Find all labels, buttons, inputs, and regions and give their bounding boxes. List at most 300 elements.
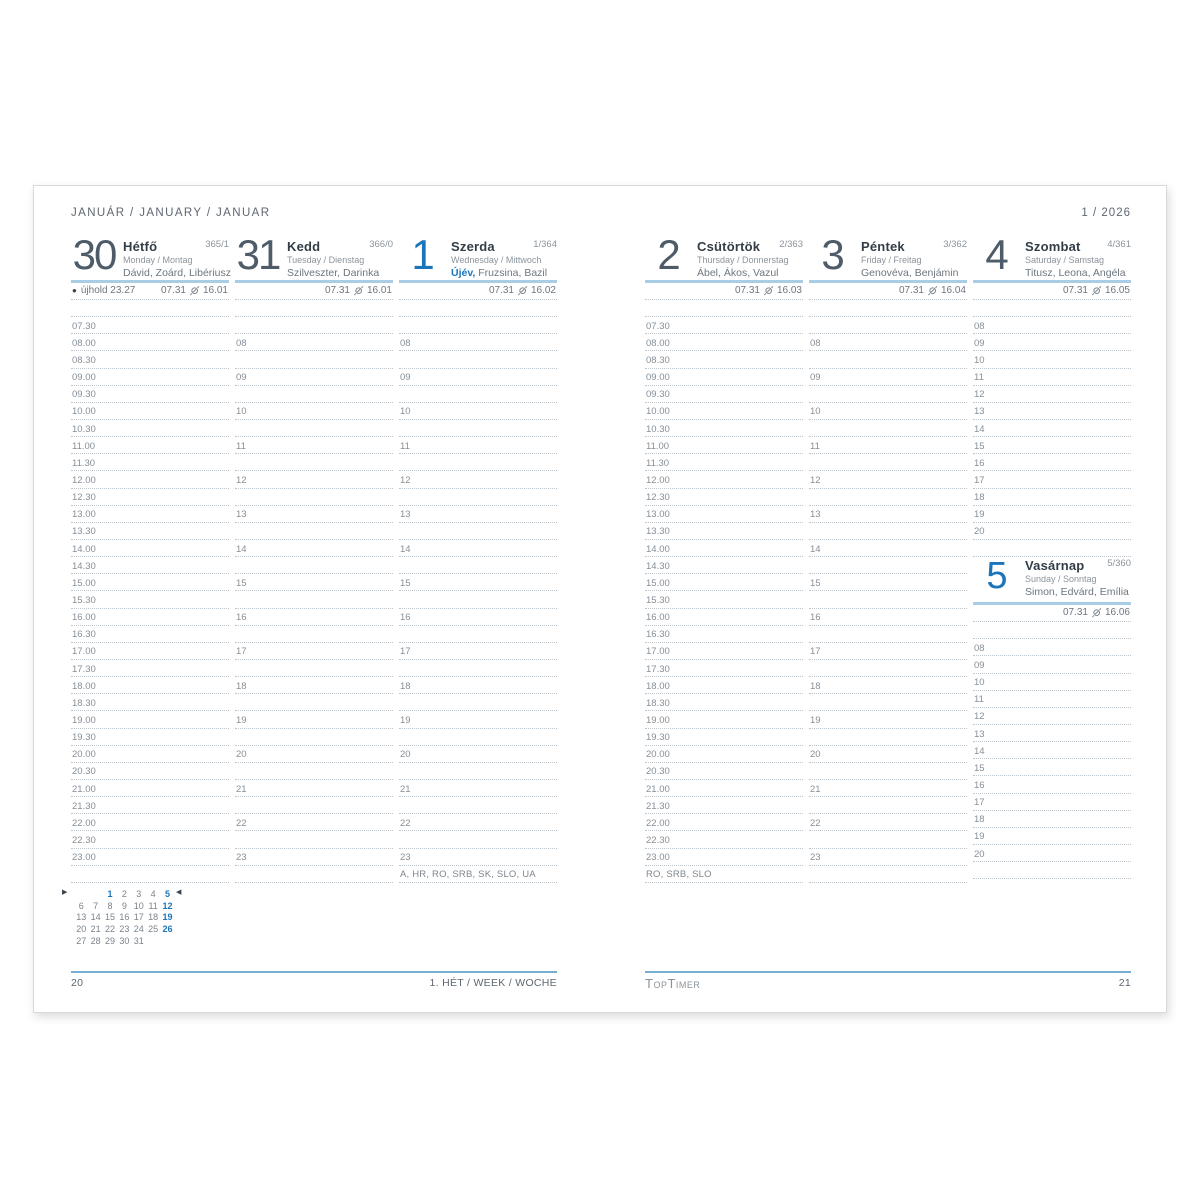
time-row [71, 420, 229, 437]
time-label: 14.00 [646, 543, 670, 555]
time-row [809, 386, 967, 403]
time-row [809, 694, 967, 711]
time-label: 12.30 [72, 492, 96, 504]
time-row [235, 660, 393, 677]
time-label: 08 [974, 320, 985, 332]
day-number: 5 [986, 555, 1006, 598]
time-label: 09 [974, 660, 985, 672]
time-label: 13 [236, 509, 247, 521]
day-subtitle: Wednesday / Mittwoch [451, 255, 542, 265]
time-row [399, 814, 557, 831]
time-label: 09 [810, 372, 821, 384]
time-row [235, 729, 393, 746]
time-row [973, 759, 1131, 776]
time-row [809, 660, 967, 677]
time-label: 18 [810, 680, 821, 692]
mini-calendar-day: 22 [104, 924, 115, 935]
time-label: 11 [974, 694, 984, 706]
new-moon-icon: ● [72, 285, 77, 295]
time-row [399, 711, 557, 728]
time-row [973, 386, 1131, 403]
holiday-note: RO, SRB, SLO [646, 869, 712, 881]
time-label: 19 [400, 715, 411, 727]
time-row [809, 334, 967, 351]
time-row [399, 831, 557, 848]
time-row [235, 831, 393, 848]
time-row [71, 351, 229, 368]
sunset-time: 16.01 [366, 285, 392, 296]
time-row [71, 523, 229, 540]
sunset-icon [927, 285, 938, 296]
time-row [973, 776, 1131, 793]
day-column-péntek [809, 231, 967, 883]
mini-calendar-day: 19 [162, 912, 173, 923]
time-label: 19.00 [646, 715, 670, 727]
time-row [71, 317, 229, 334]
time-label: 11 [400, 440, 410, 452]
time-row [973, 708, 1131, 725]
time-label: 10 [974, 677, 985, 689]
sun-times-row [973, 605, 1131, 622]
time-row [71, 506, 229, 523]
time-label: 19 [236, 715, 247, 727]
sunset-time: 16.05 [1104, 285, 1130, 296]
mini-calendar-day: 7 [93, 900, 99, 911]
time-row [809, 489, 967, 506]
time-label: 10.30 [646, 423, 670, 435]
time-row [973, 489, 1131, 506]
sunset-time: 16.01 [202, 285, 228, 296]
mini-calendar-day: 10 [133, 900, 144, 911]
time-row [71, 300, 229, 317]
time-row [71, 454, 229, 471]
time-row [399, 866, 557, 883]
holiday-name: Újév, [451, 267, 476, 279]
mini-calendar [62, 888, 182, 947]
day-number: 2 [657, 231, 679, 278]
day-column-csütörtök [645, 231, 803, 883]
time-label: 18.00 [646, 680, 670, 692]
time-row [399, 557, 557, 574]
day-header [71, 231, 231, 280]
mini-calendar-week [71, 935, 175, 947]
time-row [399, 334, 557, 351]
time-label: 08.00 [646, 337, 670, 349]
time-label: 22 [236, 817, 247, 829]
sunset-time: 16.03 [776, 285, 802, 296]
time-row [235, 506, 393, 523]
sunset-time: 16.04 [940, 285, 966, 296]
day-subtitle: Saturday / Samstag [1025, 255, 1105, 265]
time-row [645, 420, 803, 437]
mini-calendar-day: 15 [104, 912, 115, 923]
time-row [809, 591, 967, 608]
time-row [645, 317, 803, 334]
mini-calendar-week [62, 888, 182, 900]
time-label: 17 [810, 646, 821, 658]
time-label: 15.30 [646, 595, 670, 607]
time-row [235, 763, 393, 780]
time-label: 17.30 [72, 663, 96, 675]
time-row [235, 334, 393, 351]
time-label: 19.30 [72, 732, 96, 744]
time-row [399, 591, 557, 608]
time-label: 11.00 [646, 440, 670, 452]
left-page [62, 186, 557, 1012]
time-label: 17.00 [72, 646, 96, 658]
time-label: 12.00 [646, 475, 670, 487]
time-row [645, 540, 803, 557]
time-row [235, 591, 393, 608]
time-row [235, 317, 393, 334]
mini-calendar-day: 27 [76, 936, 87, 947]
time-label: 11 [810, 440, 820, 452]
day-header [399, 231, 557, 280]
mini-calendar-day: 8 [107, 900, 113, 911]
time-row [399, 351, 557, 368]
time-row [235, 540, 393, 557]
time-label: 20 [974, 848, 985, 860]
time-label: 22.00 [646, 817, 670, 829]
day-column-szerda [399, 231, 557, 883]
time-row [71, 471, 229, 488]
sunrise-time: 07.31 [1062, 607, 1088, 619]
time-label: 16.00 [646, 612, 670, 624]
time-label: 13 [810, 509, 821, 521]
time-row [973, 794, 1131, 811]
time-row [973, 420, 1131, 437]
time-label: 16 [974, 780, 985, 792]
time-label: 20 [810, 749, 821, 761]
time-label: 18.30 [646, 697, 670, 709]
time-label: 22.30 [646, 835, 670, 846]
mini-calendar-day: 6 [78, 900, 84, 911]
day-name: Csütörtök [697, 239, 761, 254]
time-row [235, 300, 393, 317]
time-row [399, 437, 557, 454]
time-row [809, 814, 967, 831]
sun-times-row [71, 283, 229, 300]
sunrise-time: 07.31 [160, 285, 186, 296]
time-row [399, 849, 557, 866]
time-row [809, 763, 967, 780]
time-label: 14 [810, 543, 821, 555]
time-row [71, 557, 229, 574]
time-row [235, 711, 393, 728]
time-label: 10 [810, 406, 821, 418]
sun-times-row [399, 283, 557, 300]
right-footer [645, 977, 1131, 990]
time-label: 22.00 [72, 817, 96, 829]
mini-calendar-day: 18 [148, 912, 159, 923]
day-number: 3 [821, 231, 843, 278]
time-row [645, 677, 803, 694]
time-label: 20.00 [646, 749, 670, 761]
mini-calendar-day: 1 [107, 888, 113, 899]
mini-calendar-day: 9 [121, 900, 127, 911]
time-row [71, 831, 229, 848]
day-column-hétfő [71, 231, 231, 883]
time-label: 09.00 [646, 372, 670, 384]
day-subtitle: Tuesday / Dienstag [287, 255, 365, 265]
time-row [235, 677, 393, 694]
time-row [645, 694, 803, 711]
time-label: 23.00 [646, 852, 670, 864]
time-row [645, 609, 803, 626]
sun-times-row [973, 283, 1131, 300]
mini-calendar-day: 5 [165, 888, 171, 899]
time-row [71, 403, 229, 420]
time-label: 18 [400, 680, 411, 692]
time-row [809, 300, 967, 317]
time-row [71, 437, 229, 454]
week-end-marker: ◀ [176, 889, 182, 896]
mini-calendar-day: 16 [119, 912, 130, 923]
mini-calendar-day: 17 [133, 912, 144, 923]
time-row [235, 437, 393, 454]
time-row [235, 420, 393, 437]
day-header [645, 231, 803, 280]
time-row [71, 780, 229, 797]
time-label: 10.30 [72, 423, 96, 435]
time-row [235, 523, 393, 540]
time-row [973, 369, 1131, 386]
time-row [809, 506, 967, 523]
time-row [809, 454, 967, 471]
time-row [809, 351, 967, 368]
time-row [399, 403, 557, 420]
time-label: 08.30 [72, 355, 96, 367]
time-label: 19.30 [646, 732, 670, 744]
time-row [235, 797, 393, 814]
time-row [645, 626, 803, 643]
time-row [645, 866, 803, 883]
time-label: 21 [236, 783, 247, 795]
time-row [645, 506, 803, 523]
time-row [809, 831, 967, 848]
time-label: 17 [236, 646, 247, 658]
time-row [399, 454, 557, 471]
time-label: 23 [236, 852, 247, 864]
time-row [809, 369, 967, 386]
time-label: 08.30 [646, 355, 670, 367]
time-label: 21 [810, 783, 821, 795]
time-label: 16 [810, 612, 821, 624]
day-name: Szerda [451, 239, 495, 254]
sun-times-row [809, 283, 967, 300]
time-row [809, 523, 967, 540]
time-label: 16 [974, 457, 985, 469]
mini-calendar-week [71, 912, 175, 924]
time-row [973, 300, 1131, 317]
time-label: 10 [236, 406, 247, 418]
time-row [645, 643, 803, 660]
name-days: Újév, Fruzsina, Bazil [451, 267, 548, 279]
time-row [809, 557, 967, 574]
time-row [809, 403, 967, 420]
time-row [973, 454, 1131, 471]
time-row [645, 454, 803, 471]
moon-info [72, 285, 135, 296]
mini-calendar-day: 12 [162, 900, 173, 911]
time-label: 08 [810, 337, 821, 349]
day-header [809, 231, 967, 280]
time-row [71, 660, 229, 677]
time-label: 08 [400, 337, 411, 349]
time-label: 20 [400, 749, 411, 761]
time-row [235, 403, 393, 420]
time-row [809, 866, 967, 883]
time-label: 21.00 [72, 783, 96, 795]
time-row [399, 677, 557, 694]
time-label: 22 [400, 817, 411, 829]
name-days: Dávid, Zoárd, Libériusz [123, 267, 231, 279]
time-row [809, 420, 967, 437]
name-days: Szilveszter, Darinka [287, 267, 380, 279]
time-label: 09.30 [72, 389, 96, 401]
time-row [645, 403, 803, 420]
time-row [645, 369, 803, 386]
time-row [71, 386, 229, 403]
time-row [645, 386, 803, 403]
time-row [71, 814, 229, 831]
time-label: 10 [974, 355, 985, 367]
day-of-year: 2/363 [779, 239, 803, 250]
page-number-right: 21 [1118, 977, 1131, 989]
mini-calendar-day: 11 [148, 900, 158, 911]
day-name: Vasárnap [1025, 558, 1085, 574]
day-header [973, 557, 1131, 602]
time-label: 17 [974, 797, 985, 809]
time-label: 10.00 [72, 406, 96, 418]
mini-calendar-day: 25 [148, 924, 159, 935]
time-row [645, 437, 803, 454]
time-label: 14 [236, 543, 247, 555]
time-row [71, 763, 229, 780]
time-row [399, 626, 557, 643]
time-row [973, 622, 1131, 639]
time-row [973, 828, 1131, 845]
time-label: 16 [236, 612, 247, 624]
day-name: Szombat [1025, 239, 1081, 254]
day-column-szombat [973, 231, 1131, 879]
time-row [399, 643, 557, 660]
sunset-icon [763, 285, 774, 296]
time-label: 14.00 [72, 543, 96, 555]
mini-calendar-day: 3 [136, 888, 142, 899]
time-row [973, 506, 1131, 523]
day-of-year: 366/0 [369, 239, 393, 250]
time-row [973, 523, 1131, 540]
mini-calendar-week [71, 900, 175, 912]
time-row [399, 694, 557, 711]
time-row [645, 780, 803, 797]
time-row [235, 814, 393, 831]
time-row [235, 780, 393, 797]
sunset-icon [517, 285, 528, 296]
time-row [235, 454, 393, 471]
time-label: 12.00 [72, 475, 96, 487]
time-row [71, 489, 229, 506]
time-row [645, 746, 803, 763]
time-row [399, 574, 557, 591]
day-header [235, 231, 393, 280]
time-label: 14 [974, 745, 985, 757]
time-row [809, 540, 967, 557]
planner-spread [33, 185, 1167, 1013]
mini-calendar-day: 20 [76, 924, 87, 935]
month-title: JANUÁR / JANUARY / JANUAR [71, 207, 271, 219]
time-row [809, 729, 967, 746]
day-name: Hétfő [123, 239, 158, 254]
time-row [809, 849, 967, 866]
time-row [399, 540, 557, 557]
time-row [645, 849, 803, 866]
time-row [645, 300, 803, 317]
time-row [973, 403, 1131, 420]
holiday-note: A, HR, RO, SRB, SK, SLO, UA [400, 869, 536, 881]
time-label: 11 [236, 440, 246, 452]
time-row [71, 694, 229, 711]
time-row [645, 471, 803, 488]
day-subtitle: Sunday / Sonntag [1025, 574, 1097, 585]
time-label: 14.30 [72, 560, 96, 572]
time-row [235, 609, 393, 626]
mini-calendar-day: 31 [133, 936, 144, 947]
time-row [71, 540, 229, 557]
mini-calendar-day: 29 [104, 936, 115, 947]
time-label: 11.30 [646, 457, 670, 469]
time-row [399, 746, 557, 763]
time-label: 09.30 [646, 389, 670, 401]
mini-calendar-week [71, 923, 175, 935]
time-row [399, 780, 557, 797]
time-label: 15.00 [72, 577, 96, 589]
time-label: 17 [400, 646, 411, 658]
time-label: 16.30 [646, 629, 670, 641]
time-row [645, 591, 803, 608]
time-label: 17.00 [646, 646, 670, 658]
time-row [235, 386, 393, 403]
name-days: Ábel, Ákos, Vazul [697, 267, 779, 279]
sunset-time: 16.06 [1104, 607, 1130, 619]
day-subtitle: Thursday / Donnerstag [697, 255, 789, 265]
time-row [399, 729, 557, 746]
sunset-icon [353, 285, 364, 296]
time-row [399, 300, 557, 317]
time-row [809, 797, 967, 814]
time-row [973, 811, 1131, 828]
time-row [645, 763, 803, 780]
time-label: 19 [974, 831, 985, 843]
time-row [71, 609, 229, 626]
mini-calendar-day: 24 [133, 924, 144, 935]
time-label: 16.30 [72, 629, 96, 641]
time-label: 20 [236, 749, 247, 761]
day-of-year: 5/360 [1107, 558, 1131, 570]
time-label: 15 [974, 440, 985, 452]
time-row [645, 660, 803, 677]
time-row [235, 746, 393, 763]
time-label: 20 [974, 526, 985, 538]
time-row [973, 334, 1131, 351]
time-label: 17 [974, 475, 985, 487]
time-row [235, 694, 393, 711]
time-label: 13 [974, 728, 985, 740]
time-row [973, 742, 1131, 759]
time-row [399, 369, 557, 386]
sunrise-time: 07.31 [488, 285, 514, 296]
